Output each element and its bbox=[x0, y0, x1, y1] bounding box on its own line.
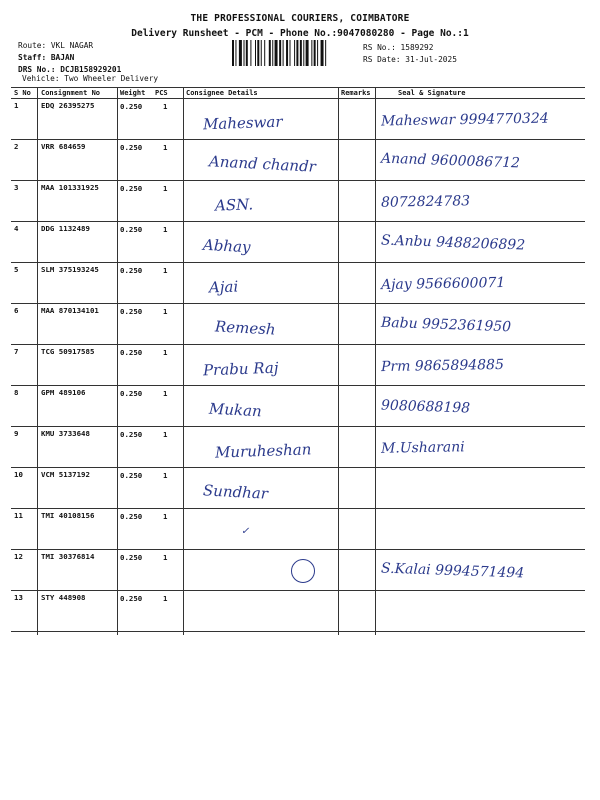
barcode-bar bbox=[232, 40, 234, 66]
row-weight: 0.250 bbox=[120, 553, 143, 562]
row-weight: 0.250 bbox=[120, 102, 143, 111]
barcode-bar bbox=[269, 40, 271, 66]
row-consignment: STY 448908 bbox=[41, 593, 86, 602]
barcode-bar bbox=[300, 40, 302, 66]
row-sno: 7 bbox=[14, 347, 19, 356]
vehicle-label: Vehicle: Two Wheeler Delivery bbox=[22, 74, 159, 83]
row-consignment: DDG 1132489 bbox=[41, 224, 90, 233]
check-mark-icon: ✓ bbox=[241, 526, 250, 537]
row-pcs: 1 bbox=[163, 307, 168, 316]
route-label: Route: VKL NAGAR bbox=[18, 41, 94, 50]
barcode-bar bbox=[290, 40, 291, 66]
row-weight: 0.250 bbox=[120, 389, 143, 398]
row-consignment: KMU 3733648 bbox=[41, 429, 90, 438]
barcode-bar bbox=[255, 40, 256, 66]
row-sno: 3 bbox=[14, 183, 19, 192]
header-sno: S No bbox=[14, 89, 31, 97]
circle-mark-icon bbox=[291, 559, 315, 583]
barcode-bar bbox=[264, 40, 265, 66]
row-weight: 0.250 bbox=[120, 307, 143, 316]
row-consignee-signature: Ajai bbox=[208, 277, 239, 297]
row-weight: 0.250 bbox=[120, 266, 143, 275]
row-divider bbox=[11, 467, 585, 468]
header-consignee: Consignee Details bbox=[186, 89, 258, 97]
row-consignee-signature: Muruheshan bbox=[214, 440, 312, 462]
row-seal-signature: Maheswar 9994770324 bbox=[380, 110, 549, 130]
row-divider bbox=[11, 385, 585, 386]
rs-date: RS Date: 31-Jul-2025 bbox=[363, 55, 457, 64]
row-consignment: SLM 375193245 bbox=[41, 265, 99, 274]
row-divider bbox=[11, 508, 585, 509]
row-sno: 5 bbox=[14, 265, 19, 274]
header-remarks: Remarks bbox=[341, 89, 371, 97]
row-seal-signature: 9080688198 bbox=[380, 397, 471, 417]
row-consignment: EDQ 26395275 bbox=[41, 101, 95, 110]
row-pcs: 1 bbox=[163, 348, 168, 357]
row-divider bbox=[11, 180, 585, 181]
barcode-bar bbox=[261, 40, 262, 66]
row-weight: 0.250 bbox=[120, 594, 143, 603]
barcode-bar bbox=[257, 40, 259, 66]
barcode-bar bbox=[325, 40, 326, 66]
row-consignment: VCM 5137192 bbox=[41, 470, 90, 479]
barcode-bar bbox=[235, 40, 236, 66]
header-pcs: PCS bbox=[155, 89, 168, 97]
row-pcs: 1 bbox=[163, 471, 168, 480]
row-divider bbox=[11, 303, 585, 304]
row-pcs: 1 bbox=[163, 184, 168, 193]
barcode-bar bbox=[279, 40, 281, 66]
barcode-bar bbox=[272, 40, 273, 66]
row-divider bbox=[11, 344, 585, 345]
row-divider bbox=[11, 426, 585, 427]
row-weight: 0.250 bbox=[120, 143, 143, 152]
row-seal-signature: Anand 9600086712 bbox=[380, 150, 521, 172]
row-weight: 0.250 bbox=[120, 430, 143, 439]
barcode-bar bbox=[294, 40, 295, 66]
barcode-bar bbox=[239, 40, 242, 66]
row-consignment: MAA 870134101 bbox=[41, 306, 99, 315]
barcode-bar bbox=[317, 40, 318, 66]
row-sno: 13 bbox=[14, 593, 23, 602]
company-title: THE PROFESSIONAL COURIERS, COIMBATORE bbox=[190, 13, 410, 24]
barcode-bar bbox=[286, 40, 288, 66]
row-consignment: TMI 40108156 bbox=[41, 511, 95, 520]
row-sno: 6 bbox=[14, 306, 19, 315]
row-sno: 11 bbox=[14, 511, 23, 520]
row-divider bbox=[11, 590, 585, 591]
drs-number: DRS No.: DCJB158929201 bbox=[18, 65, 122, 74]
runsheet-table bbox=[11, 87, 585, 635]
barcode-bar bbox=[296, 40, 298, 66]
row-seal-signature: Ajay 9566600071 bbox=[380, 274, 506, 294]
row-divider bbox=[11, 262, 585, 263]
header-consignment: Consignment No bbox=[41, 89, 101, 97]
row-consignee-signature: Maheswar bbox=[202, 112, 283, 134]
row-sno: 4 bbox=[14, 224, 19, 233]
barcode-bar bbox=[250, 40, 251, 66]
row-weight: 0.250 bbox=[120, 512, 143, 521]
row-consignee-signature: Abhay bbox=[202, 235, 251, 257]
row-pcs: 1 bbox=[163, 102, 168, 111]
row-divider bbox=[11, 221, 585, 222]
row-seal-signature: M.Usharani bbox=[380, 439, 465, 457]
barcode-bar bbox=[321, 40, 324, 66]
row-consignment: VRR 684659 bbox=[41, 142, 86, 151]
barcode-image bbox=[232, 40, 356, 66]
row-seal-signature: S.Anbu 9488206892 bbox=[380, 232, 526, 254]
row-consignee-signature: ASN. bbox=[214, 195, 254, 215]
row-seal-signature: S.Kalai 9994571494 bbox=[380, 560, 525, 582]
row-consignee-signature: Remesh bbox=[214, 317, 277, 339]
barcode-bar bbox=[314, 40, 316, 66]
row-weight: 0.250 bbox=[120, 471, 143, 480]
row-pcs: 1 bbox=[163, 389, 168, 398]
row-consignment: TCG 50917585 bbox=[41, 347, 95, 356]
rs-number: RS No.: 1589292 bbox=[363, 43, 434, 52]
row-consignee-signature: Sundhar bbox=[202, 481, 269, 503]
row-pcs: 1 bbox=[163, 266, 168, 275]
row-consignee-signature: Mukan bbox=[208, 399, 263, 421]
header-weight: Weight bbox=[120, 89, 146, 97]
row-pcs: 1 bbox=[163, 553, 168, 562]
header-signature: Seal & Signature bbox=[398, 89, 466, 97]
barcode-bar bbox=[283, 40, 284, 66]
barcode-bar bbox=[275, 40, 278, 66]
row-pcs: 1 bbox=[163, 512, 168, 521]
row-sno: 2 bbox=[14, 142, 19, 151]
row-weight: 0.250 bbox=[120, 184, 143, 193]
barcode-bar bbox=[244, 40, 245, 66]
row-divider bbox=[11, 549, 585, 550]
row-sno: 12 bbox=[14, 552, 23, 561]
row-consignment: MAA 101331925 bbox=[41, 183, 99, 192]
row-consignee-signature: Anand chandr bbox=[208, 152, 317, 176]
row-sno: 8 bbox=[14, 388, 19, 397]
row-pcs: 1 bbox=[163, 594, 168, 603]
barcode-bar bbox=[303, 40, 304, 66]
row-consignment: GPM 489106 bbox=[41, 388, 86, 397]
row-consignee-signature: Prabu Raj bbox=[202, 358, 279, 380]
barcode-bar bbox=[311, 40, 312, 66]
row-weight: 0.250 bbox=[120, 348, 143, 357]
row-sno: 9 bbox=[14, 429, 19, 438]
row-pcs: 1 bbox=[163, 225, 168, 234]
row-pcs: 1 bbox=[163, 143, 168, 152]
row-consignment: TMI 30376814 bbox=[41, 552, 95, 561]
row-seal-signature: 8072824783 bbox=[380, 193, 471, 211]
row-sno: 1 bbox=[14, 101, 19, 110]
row-divider bbox=[11, 139, 585, 140]
barcode-bar bbox=[246, 40, 248, 66]
runsheet-subtitle: Delivery Runsheet - PCM - Phone No.:9047080280 - Page No.:1 bbox=[131, 28, 469, 39]
row-weight: 0.250 bbox=[120, 225, 143, 234]
staff-label: Staff: BAJAN bbox=[18, 53, 75, 62]
row-seal-signature: Babu 9952361950 bbox=[380, 314, 512, 336]
row-divider bbox=[11, 631, 585, 632]
barcode-bar bbox=[306, 40, 309, 66]
row-pcs: 1 bbox=[163, 430, 168, 439]
row-seal-signature: Prm 9865894885 bbox=[380, 356, 505, 376]
row-sno: 10 bbox=[14, 470, 23, 479]
